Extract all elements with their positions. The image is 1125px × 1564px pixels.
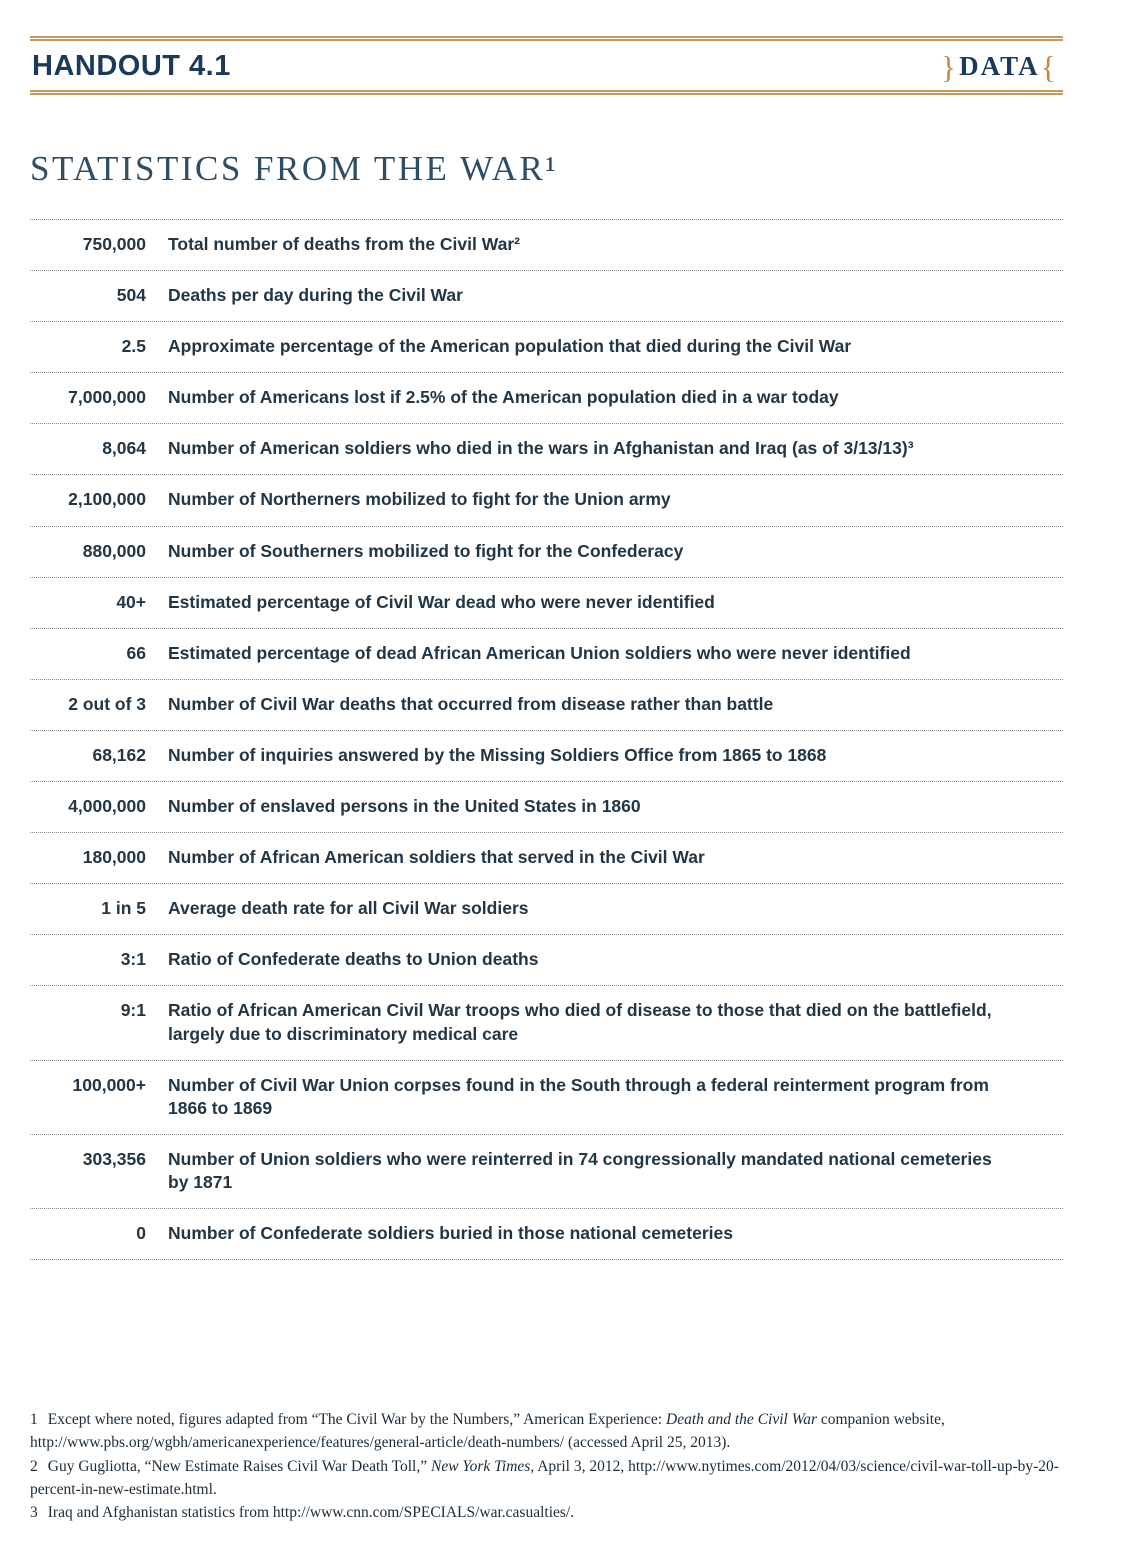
stat-value: 2.5 bbox=[121, 336, 146, 357]
table-row bbox=[30, 986, 1063, 1060]
stat-description: Number of inquiries answered by the Missing Soldiers Office from 1865 to 1868 bbox=[168, 744, 827, 765]
stat-value: 504 bbox=[116, 285, 146, 306]
logo-text: DATA bbox=[959, 51, 1040, 81]
footnote-text: Iraq and Afghanistan statistics from http://www.cnn.com/SPECIALS/war.casualties/. bbox=[47, 1504, 575, 1522]
stat-value: 2,100,000 bbox=[68, 489, 146, 510]
stat-description: Number of Civil War Union corpses found in the South through a federal reinterment program from 1866 to 1869 bbox=[168, 1074, 989, 1118]
stats-table bbox=[30, 219, 1063, 1260]
stat-value: 303,356 bbox=[82, 1148, 146, 1169]
header-bottom-double-rule bbox=[30, 90, 1063, 95]
stat-value: 0 bbox=[136, 1222, 146, 1243]
table-row bbox=[30, 220, 1063, 271]
stat-value: 4,000,000 bbox=[68, 796, 146, 817]
stat-description: Number of Southerners mobilized to fight for the Confederacy bbox=[168, 540, 684, 561]
stat-value: 40+ bbox=[116, 591, 146, 612]
stat-description: Number of American soldiers who died in the wars in Afghanistan and Iraq (as of 3/13/13)³ bbox=[168, 438, 914, 459]
stat-description: Number of Confederate soldiers buried in those national cemeteries bbox=[168, 1222, 733, 1243]
stat-description: Number of African American soldiers that served in the Civil War bbox=[168, 847, 705, 868]
table-row bbox=[30, 373, 1063, 424]
stat-value: 180,000 bbox=[82, 847, 146, 868]
stat-value: 750,000 bbox=[82, 234, 146, 254]
stat-description: Deaths per day during the Civil War bbox=[168, 285, 463, 306]
stat-value: 68,162 bbox=[92, 744, 146, 765]
footnote bbox=[30, 1501, 1063, 1524]
table-row bbox=[30, 1135, 1063, 1209]
table-row bbox=[30, 578, 1063, 629]
table-row bbox=[30, 731, 1063, 782]
stat-description: Average death rate for all Civil War soldiers bbox=[168, 898, 529, 919]
table-row bbox=[30, 1061, 1063, 1135]
footnote-text: Except where noted, figures adapted from “The Civil War by the Numbers,” American Experience: bbox=[47, 1411, 666, 1429]
stat-description: Number of Union soldiers who were reinterred in 74 congressionally mandated national cemeteries by 1871 bbox=[168, 1148, 992, 1192]
footnote-italic-text: New York Times bbox=[430, 1457, 531, 1475]
table-row bbox=[30, 629, 1063, 680]
page-title: STATISTICS FROM THE WAR¹ bbox=[30, 149, 559, 188]
stat-value: 8,064 bbox=[102, 438, 146, 459]
table-row bbox=[30, 322, 1063, 373]
table-row bbox=[30, 475, 1063, 526]
page-header bbox=[30, 36, 1063, 95]
footnote bbox=[30, 1408, 1063, 1455]
stat-description: Estimated percentage of Civil War dead who were never identified bbox=[168, 591, 715, 612]
stat-value: 2 out of 3 bbox=[68, 693, 146, 714]
footnote-marker: 2 bbox=[30, 1457, 38, 1475]
stat-value: 66 bbox=[126, 642, 146, 663]
stat-description: Number of Americans lost if 2.5% of the American population died in a war today bbox=[168, 387, 839, 408]
data-logo bbox=[940, 48, 1059, 85]
stat-value: 880,000 bbox=[82, 540, 146, 561]
logo-left-brace-icon: } bbox=[940, 48, 959, 85]
table-row bbox=[30, 527, 1063, 578]
table-row bbox=[30, 1209, 1063, 1260]
footnote-marker: 3 bbox=[30, 1504, 38, 1522]
stat-description: Approximate percentage of the American population that died during the Civil War bbox=[168, 336, 852, 357]
stat-description: Number of enslaved persons in the United States in 1860 bbox=[168, 796, 641, 817]
table-row bbox=[30, 424, 1063, 475]
stat-value: 100,000+ bbox=[72, 1074, 146, 1095]
footnote-text: , April 3, 2012, http://www.nytimes.com/2012/04/03/science/civil-war-toll-up-by-20-percent-in-new-estimate.html. bbox=[30, 1457, 1059, 1498]
footnote bbox=[30, 1455, 1063, 1502]
stat-description: Total number of deaths from the Civil War² bbox=[168, 234, 520, 254]
stat-description: Number of Civil War deaths that occurred from disease rather than battle bbox=[168, 693, 774, 714]
table-row bbox=[30, 884, 1063, 935]
header-row bbox=[30, 41, 1063, 90]
footnotes bbox=[30, 1408, 1063, 1524]
table-row bbox=[30, 271, 1063, 322]
table-row bbox=[30, 680, 1063, 731]
stat-value: 7,000,000 bbox=[68, 387, 146, 408]
stat-value: 9:1 bbox=[120, 1000, 146, 1021]
table-row bbox=[30, 782, 1063, 833]
footnote-text: companion website, http://www.pbs.org/wgbh/americanexperience/features/general-article/death-numbers/ (accessed April 25, 2013). bbox=[30, 1411, 945, 1452]
stat-value: 1 in 5 bbox=[101, 898, 146, 919]
footnote-text: Guy Gugliotta, “New Estimate Raises Civil War Death Toll,” bbox=[47, 1457, 431, 1475]
stat-description: Ratio of African American Civil War troops who died of disease to those that died on the battlefield, largely due to discriminatory medical care bbox=[168, 1000, 992, 1044]
stat-description: Estimated percentage of dead African American Union soldiers who were never identified bbox=[168, 642, 911, 663]
stat-value: 3:1 bbox=[120, 949, 146, 970]
stat-description: Ratio of Confederate deaths to Union deaths bbox=[168, 949, 539, 970]
footnote-italic-text: Death and the Civil War bbox=[666, 1411, 817, 1429]
stat-description: Number of Northerners mobilized to fight for the Union army bbox=[168, 489, 671, 510]
table-row bbox=[30, 935, 1063, 986]
logo-right-brace-icon: { bbox=[1040, 48, 1058, 85]
footnote-marker: 1 bbox=[30, 1411, 38, 1429]
table-row bbox=[30, 833, 1063, 884]
handout-label: HANDOUT 4.1 bbox=[32, 50, 231, 82]
